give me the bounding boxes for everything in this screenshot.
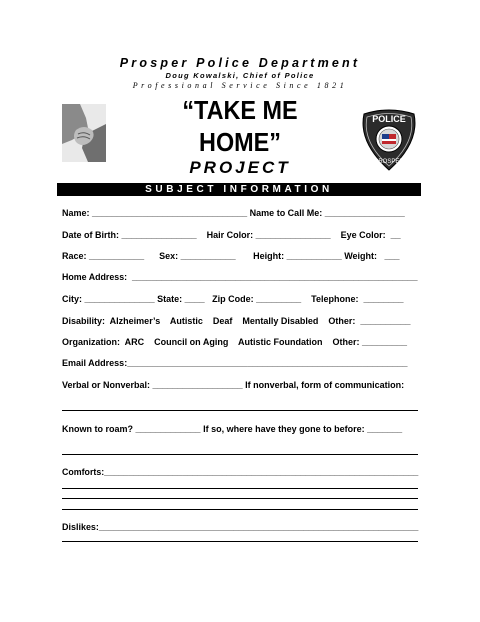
communication-line [62,410,418,411]
department-motto: Professional Service Since 1821 [132,81,348,90]
title-line-1: “TAKE ME [182,95,298,125]
comforts-line-1 [62,488,418,489]
dislikes-line [62,541,418,542]
holding-hands-photo [62,104,106,162]
email-address-row: Email Address:________________________________________________________ [62,358,408,368]
comforts-row: Comforts:________________________________________________________________ [62,467,419,477]
home-address-row: Home Address: __________________________________________________________ [62,272,418,282]
police-badge-emblem [358,106,420,172]
take-me-home-title [150,94,330,158]
badge-top-text: POLICE [372,114,406,124]
city-row: City: ______________ State: ____ Zip Code: _________ Telephone: ________ [62,294,404,304]
title-line-2: HOME” [199,127,281,157]
race-row: Race: ___________ Sex: ___________ Height: ___________ Weight: ___ [62,251,400,261]
known-to-roam-row: Known to roam? _____________ If so, where have they gone to before: _______ [62,424,403,434]
department-name: Prosper Police Department [119,56,361,70]
date-of-birth-row: Date of Birth: _______________ Hair Color: _______________ Eye Color: __ [62,230,401,240]
chief-of-police: Doug Kowalski, Chief of Police [165,71,315,80]
verbal-row: Verbal or Nonverbal: __________________ If nonverbal, form of communication: [62,380,405,390]
badge-bottom-text: PROSPER [374,159,404,165]
project-subtitle: PROJECT [189,158,291,177]
subject-information-heading: SUBJECT INFORMATION [57,183,421,196]
name-row: Name: _______________________________ Name to Call Me: ________________ [62,208,405,218]
comforts-line-3 [62,509,418,510]
comforts-line-2 [62,498,418,499]
disability-row: Disability: Alzheimer’s Autistic Deaf Mentally Disabled Other: __________ [62,316,411,326]
organization-row: Organization: ARC Council on Aging Autistic Foundation Other: _________ [62,337,408,347]
dislikes-row: Dislikes:________________________________________________________________ [62,522,419,532]
roam-line [62,454,418,455]
